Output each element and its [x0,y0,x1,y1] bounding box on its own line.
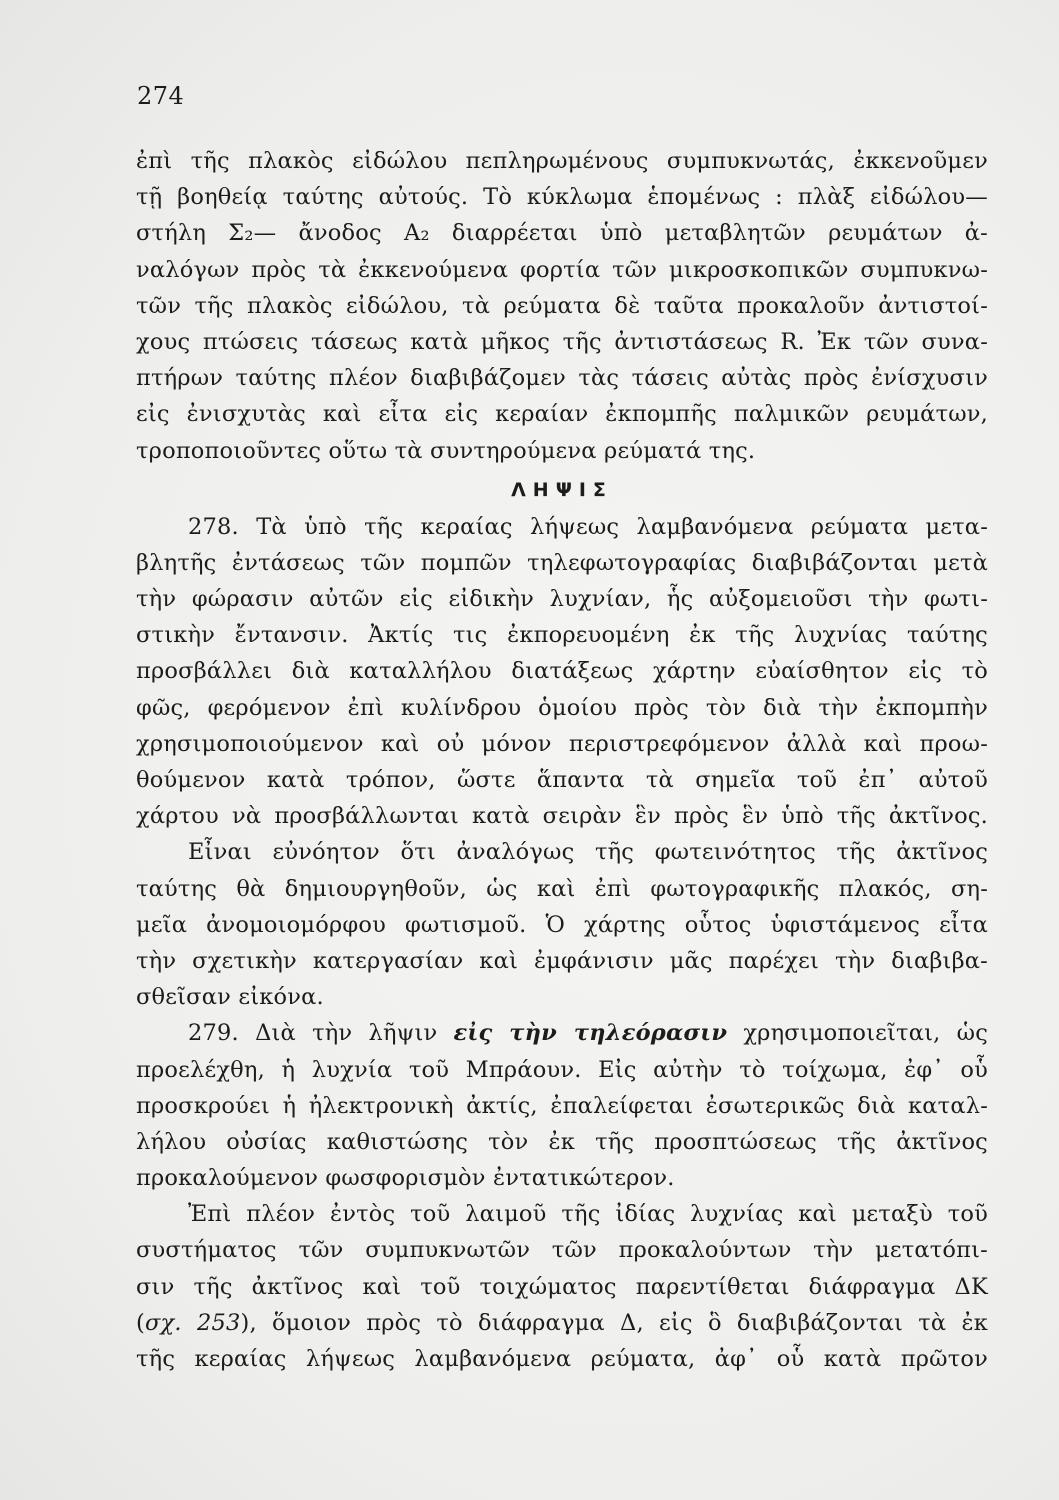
text-line: τὴν φώρασιν αὐτῶν εἰς εἰδικὴν λυχνίαν, ἧς αὐξομειοῦσι τὴν φωτι- [136,586,988,613]
text-run: ), ὅμοιον πρὸς τὸ διάφραγμα Δ, εἰς ὃ διαβιβάζονται τὰ ἐκ [240,1309,988,1336]
text-run: ( [136,1309,145,1336]
text-line: φῶς, φερόμενον ἐπὶ κυλίνδρου ὁμοίου πρὸς τὸν διὰ τὴν ἐκπομπὴν [136,694,988,721]
text-line: πτήρων ταύτης πλέον διαβιβάζομεν τὰς τάσεις αὐτὰς πρὸς ἐνίσχυσιν [136,365,988,392]
text-line: Εἶναι εὐνόητον ὅτι ἀναλόγως τῆς φωτεινότητος τῆς ἀκτῖνος [188,839,988,866]
text-line: τῶν τῆς πλακὸς εἰδώλου, τὰ ρεύματα δὲ ταῦτα προκαλοῦν ἀντιστοί- [136,292,988,319]
text-line: προελέχθη, ἡ λυχνία τοῦ Μπράουν. Εἰς αὐτὴν τὸ τοίχωμα, ἐφ᾽ οὗ [136,1056,988,1083]
text-line: τὴν σχετικὴν κατεργασίαν καὶ ἐμφάνισιν μᾶς παρέχει τὴν διαβιβα- [136,947,988,974]
text-line: στήλη Σ₂— ἄνοδος Α₂ διαρρέεται ὑπὸ μεταβλητῶν ρευμάτων ἀ- [136,220,988,247]
text-run: 279. Διὰ τὴν λῆψιν [188,1020,454,1047]
text-line: χους πτώσεις τάσεως κατὰ μῆκος τῆς ἀντιστάσεως R. Ἐκ τῶν συνα- [136,328,988,355]
text-line: 278. Τὰ ὑπὸ τῆς κεραίας λήψεως λαμβανόμενα ρεύματα μετα- [188,513,988,540]
text-line: προκαλούμενον φωσφορισμὸν ἐντατικώτερον. [136,1165,675,1192]
text-line: τῆς κεραίας λήψεως λαμβανόμενα ρεύματα, ἀφ᾽ οὗ κατὰ πρῶτον [136,1346,988,1372]
text-line: ναλόγων πρὸς τὰ ἐκκενούμενα φορτία τῶν μικροσκοπικῶν συμπυκνω- [136,256,988,283]
text-line: ἐπὶ τῆς πλακὸς εἰδώλου πεπληρωμένους συμπυκνωτάς, ἐκκενοῦμεν [136,148,988,174]
text-line: τῇ βοηθείᾳ ταύτης αὐτούς. Τὸ κύκλωμα ἑπομένως : πλὰξ εἰδώλου— [136,184,988,211]
text-line: τροποποιοῦντες οὕτω τὰ συντηρούμενα ρεύματά της. [136,437,756,464]
text-line: λήλου οὐσίας καθιστώσης τὸν ἐκ τῆς προσπτώσεως τῆς ἀκτῖνος [136,1128,988,1155]
figure-reference: σχ. 253 [144,1309,241,1336]
section-heading: ΛΗΨΙΣ [511,478,613,501]
text-line: χρησιμοποιούμενον καὶ οὐ μόνον περιστρεφόμενον ἀλλὰ καὶ προω- [136,730,988,757]
page-number: 274 [137,82,185,110]
text-line: Ἐπὶ πλέον ἐντὸς τοῦ λαιμοῦ τῆς ἰδίας λυχνίας καὶ μεταξὺ τοῦ [188,1201,988,1228]
text-line: προσκρούει ἡ ἠλεκτρονικὴ ἀκτίς, ἐπαλείφεται ἐσωτερικῶς διὰ καταλ- [136,1092,988,1119]
text-line: ταύτης θὰ δημιουργηθοῦν, ὡς καὶ ἐπὶ φωτογραφικῆς πλακός, ση- [136,875,988,902]
text-line: συστήματος τῶν συμπυκνωτῶν τῶν προκαλούντων τὴν μετατόπι- [136,1237,988,1264]
text-line [136,1015,988,1051]
text-line: προσβάλλει διὰ καταλλήλου διατάξεως χάρτην εὐαίσθητον εἰς τὸ [136,658,988,685]
text-run: χρησιμοποιεῖται, ὡς [727,1020,988,1047]
text-line: μεῖα ἀνομοιομόρφου φωτισμοῦ. Ὁ χάρτης οὗτος ὑφιστάμενος εἶτα [136,911,988,938]
page-body [136,143,988,1377]
text-line: εἰς ἐνισχυτὰς καὶ εἶτα εἰς κεραίαν ἐκπομπῆς παλμικῶν ρευμάτων, [136,401,988,428]
emphasis-term: εἰς τὴν τηλεόρασιν [453,1020,728,1047]
text-line [136,1305,988,1341]
text-line: χάρτου νὰ προσβάλλωνται κατὰ σειρὰν ἓν πρὸς ἓν ὑπὸ τῆς ἀκτῖνος. [136,803,988,830]
text-line: θούμενον κατὰ τρόπον, ὥστε ἅπαντα τὰ σημεῖα τοῦ ἐπ᾽ αὐτοῦ [136,767,988,793]
text-line: στικὴν ἔντανσιν. Ἀκτίς τις ἐκπορευομένη ἐκ τῆς λυχνίας ταύτης [136,622,988,649]
text-line: βλητῆς ἐντάσεως τῶν πομπῶν τηλεφωτογραφίας διαβιβάζονται μετὰ [136,549,988,576]
text-line: σιν τῆς ἀκτῖνος καὶ τοῦ τοιχώματος παρεντίθεται διάφραγμα ΔΚ [136,1273,988,1300]
text-line: σθεῖσαν εἰκόνα. [136,984,324,1011]
